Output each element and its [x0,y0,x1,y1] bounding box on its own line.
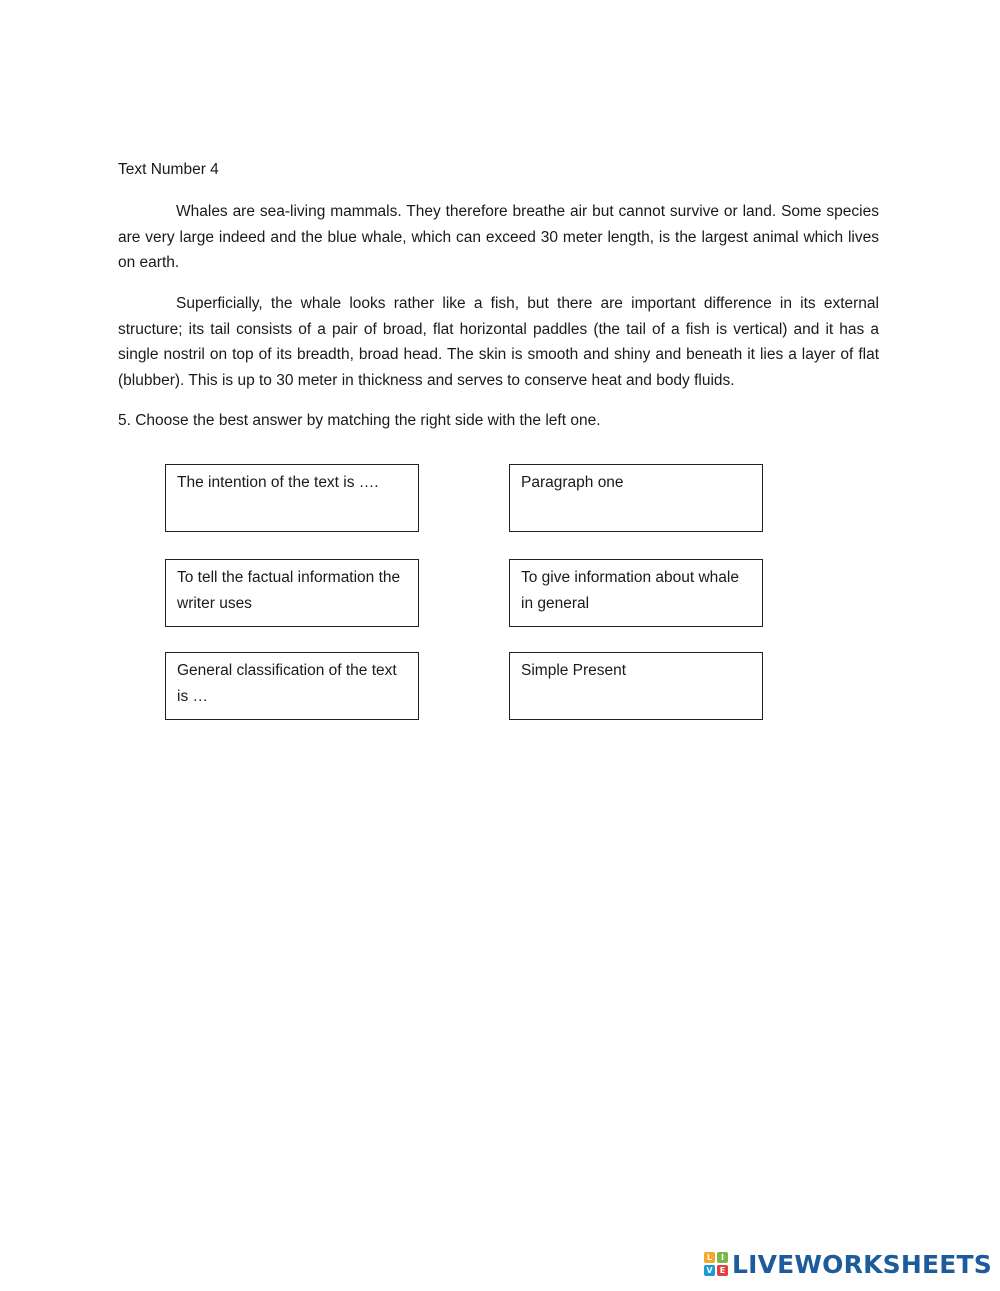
liveworksheets-logo-icon [704,1252,728,1276]
logo-tile-v: V [704,1265,715,1276]
match-left-item-3[interactable]: General classification of the text is … [165,652,419,720]
paragraph-one: Whales are sea-living mammals. They therefore breathe air but cannot survive or land. Some species are very large indeed and the blue whale, which can exceed 30 meter length, is the largest animal which lives on earth. [118,203,879,271]
question-instruction: 5. Choose the best answer by matching the right side with the left one. [118,412,601,429]
paragraph-two: Superficially, the whale looks rather like a fish, but there are important difference in its external structure; its tail consists of a pair of broad, flat horizontal paddles (the tail of a fish is vertical) and it has a single nostril on top of its breadth, broad head. The skin is smooth and shiny and beneath it lies a layer of flat (blubber). This is up to 30 meter in thickness and serves to conserve heat and body fluids. [118,295,879,389]
match-left-item-2[interactable]: To tell the factual information the writer uses [165,559,419,627]
match-right-item-2[interactable]: To give information about whale in general [509,559,763,627]
match-right-item-3[interactable]: Simple Present [509,652,763,720]
logo-tile-e: E [717,1265,728,1276]
match-left-item-1[interactable]: The intention of the text is …. [165,464,419,532]
logo-tile-l: L [704,1252,715,1263]
text-title: Text Number 4 [118,161,219,178]
logo-wordmark: LIVEWORKSHEETS [731,1249,992,1279]
match-right-item-1[interactable]: Paragraph one [509,464,763,532]
liveworksheets-logo [704,1249,992,1279]
logo-tile-i: I [717,1252,728,1263]
